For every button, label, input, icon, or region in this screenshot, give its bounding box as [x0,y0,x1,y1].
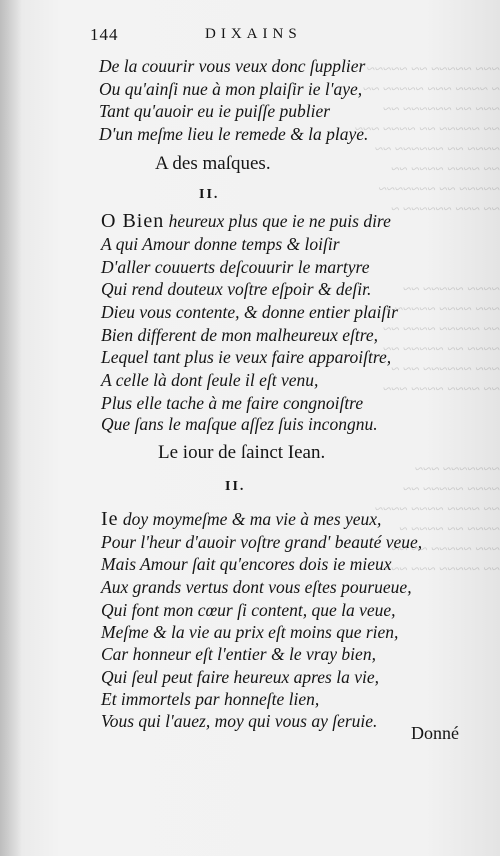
verse-line: Aux grands vertus dont vous eſtes pourueue, [101,577,412,597]
verse-line: Bien different de mon malheureux eſtre, [101,325,379,345]
verse-line: Dieu vous contente, & donne entier plaiſir [101,302,398,322]
page-header [0,25,500,51]
verse-text: doy moymeſme & ma vie à mes yeux, [122,509,382,529]
page-number: 144 [90,25,119,44]
page-gutter [0,0,22,856]
poem-title: A des maſques. [155,153,271,174]
poem-numeral: II. [199,187,220,202]
bleed-through-texture: ~~~ ~~~~~ ~~ ~~~~~ ~ ~~~~ ~~~ ~~~~~ ~~ ~~~ ~~ ~~~~~~ ~~ ~~ ~~~~~ ~~ ~~~~ ~~~ ~~~~ ~~ ~~~~~~ ~~ ~~ ~~~~ ~~~~ ~~ ~~~~~ ~~ ~~~~~~~ ~~ ~~~ ~~~~~~ ~ ~~~~ ~~~~~ ~~ ~~~ ~~~~ ~~~~~ ~ ~~ ~~~~~ ~~~~ ~~ ~~~~ ~~ ~~~~~ ~~ ~~~ ~~~~~~ ~~ ~ ~~ ~~~~ ~~~~ ~~~ ~~~~~~~ ~~~ ~~~~ ~~~~~ ~~ ~~ ~~~~ ~~~~ ~~~~ ~~~~ ~~ ~~~~ ~ ~~~ ~~~~~ ~~ ~~ ~~ ~~~~~ ~~~ ~~~ [355,62,500,578]
poem-title: Le iour de ſainct Iean. [158,442,326,463]
verse-line: Mais Amour ſait qu'encores dois ie mieux [101,554,392,574]
poem-numeral: II. [225,479,246,494]
verse-line: Car honneur eſt l'entier & le vray bien, [101,644,376,664]
verse-line: Vous qui l'auez, moy qui vous ay ſeruie. [101,711,378,731]
verse-line [101,508,381,530]
verse-line: De la couurir vous veux donc ſupplier [99,56,366,76]
initial-word: O Bien [101,210,165,232]
verse-line: Qui ſeul peut faire heureux apres la vie, [101,667,379,687]
verse-line: Qui font mon cœur ſi content, que la veue, [101,600,396,620]
verse-line: D'aller couuerts deſcouurir le martyre [101,257,370,277]
verse-line: D'un meſme lieu le remede & la playe. [99,124,369,144]
verse-line: Et immortels par honneſte lien, [101,689,320,709]
verse-line: Tant qu'auoir eu ie puiſſe publier [99,101,331,121]
initial-word: Ie [101,508,119,530]
catchword: Donné [411,723,459,743]
verse-text: heureux plus que ie ne puis dire [168,211,391,231]
verse-line: Meſme & la vie au prix eſt moins que rien, [101,622,399,642]
verse-line [101,210,391,232]
verse-line: Que ſans le maſque aſſez ſuis incongnu. [101,414,378,434]
verse-line: Pour l'heur d'auoir voſtre grand' beauté veue, [101,532,423,552]
verse-line: A qui Amour donne temps & loiſir [101,234,340,254]
verse-line: Qui rend douteux voſtre eſpoir & deſir. [101,279,372,299]
verse-line: Lequel tant plus ie veux faire apparoiſtre, [101,347,392,367]
verse-line: Ou qu'ainſi nue à mon plaiſir ie l'aye, [99,79,363,99]
verse-line: A celle là dont ſeule il eſt venu, [101,370,319,390]
running-title: DIXAINS [205,26,302,42]
verse-line: Plus elle tache à me faire congnoiſtre [101,393,364,413]
